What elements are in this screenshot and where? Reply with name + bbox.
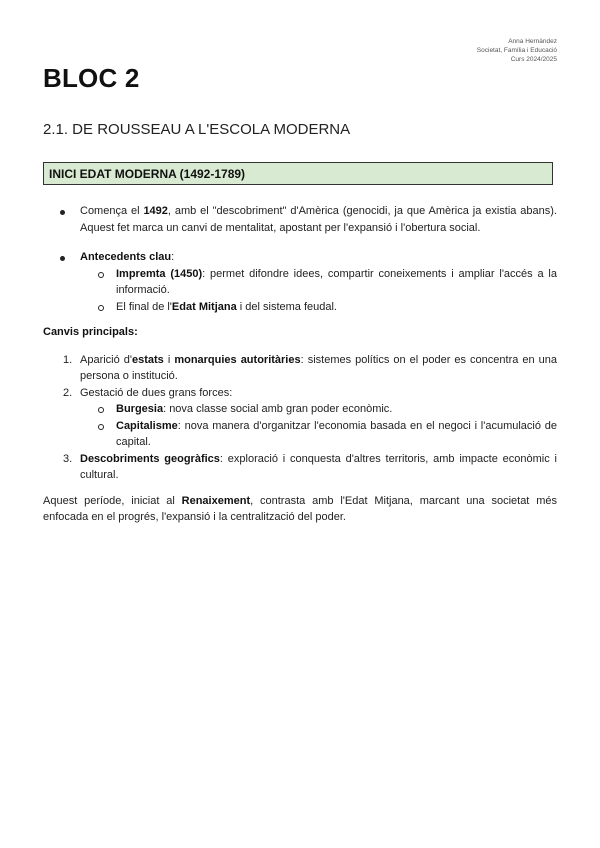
text-run: : permet difondre idees, compartir coneixements i ampliar l'accés a la informació. — [116, 267, 557, 296]
text-run: Aparició d' — [80, 353, 132, 366]
list-item — [43, 203, 557, 236]
sub-list-item — [80, 266, 557, 299]
sub-list — [80, 266, 557, 316]
sub-list-item — [80, 299, 557, 316]
text-run: i del sistema feudal. — [236, 300, 337, 313]
sub-list — [80, 401, 557, 451]
sub-list-item — [80, 401, 557, 418]
circle-bullet-icon — [98, 305, 104, 311]
bullet-icon — [60, 256, 65, 261]
bold-run: 1492 — [143, 205, 168, 217]
circle-bullet-icon — [98, 272, 104, 278]
item-number: 2. — [63, 386, 73, 399]
document-body — [43, 203, 557, 526]
bold-run: Burgesia — [116, 403, 164, 415]
bold-run: Antecedents clau — [80, 251, 172, 263]
text-run: Aquest període, iniciat al — [43, 494, 182, 507]
bold-run: Renaixement — [181, 494, 251, 507]
bullet-icon — [60, 210, 65, 215]
spacer — [43, 341, 557, 352]
period-heading: INICI EDAT MODERNA (1492-1789) — [49, 166, 246, 181]
text-run: : exploració i conquesta d'altres territoris, amb impacte econòmic i cultural. — [80, 452, 557, 481]
bold-run: monarquies autoritàries — [174, 353, 301, 366]
circle-bullet-icon — [98, 407, 104, 413]
text-run: : nova classe social amb gran poder econòmic. — [163, 403, 393, 415]
section-title: 2.1. DE ROUSSEAU A L'ESCOLA MODERNA — [43, 121, 351, 138]
text-run: : nova manera d'organitzar l'economia basada en el negoci i l'acumulació de capital. — [116, 419, 557, 448]
bold-run: estats — [132, 353, 164, 366]
spacer — [43, 315, 557, 324]
bold-run: Canvis principals: — [43, 326, 138, 338]
canvis-label — [43, 324, 557, 341]
text-run: Gestació de dues grans forces: — [80, 386, 233, 399]
text-run: , contrasta amb l'Edat Mitjana, marcant una societat més enfocada en el progrés, l'expansió i la centralització del poder. — [43, 494, 557, 523]
text-run: Comença el — [80, 205, 144, 217]
spacer — [43, 484, 557, 493]
bold-run: Edat Mitjana — [171, 300, 237, 313]
numbered-item — [43, 385, 557, 451]
item-number: 1. — [63, 353, 73, 366]
closing-paragraph — [43, 493, 557, 526]
sub-list-item — [80, 418, 557, 451]
header-subject: Societat, Família i Educació — [476, 47, 557, 54]
bold-run: Descobriments geogràfics — [80, 452, 220, 465]
circle-bullet-icon — [98, 424, 104, 430]
bloc-title: BLOC 2 — [43, 63, 140, 93]
list-item — [43, 249, 557, 315]
text-run: : sistemes polítics on el poder es concentra en una persona o institució. — [80, 353, 558, 382]
text-run: , amb el "descobriment" d'Amèrica (genocidi, ja que Amèrica ja existia abans). Aquest fet marca un canvi de mentalitat, apostant per l'expansió i l'obertura social. — [80, 205, 557, 234]
header-course: Curs 2024/2025 — [510, 56, 557, 63]
intro-list — [43, 203, 557, 236]
bold-run: Capitalisme — [116, 419, 178, 432]
page-header — [477, 37, 557, 64]
period-heading-box — [43, 162, 553, 185]
bold-run: Impremta (1450) — [116, 267, 203, 280]
canvis-list — [43, 352, 557, 484]
text-run: El final de l' — [116, 300, 172, 313]
antecedents-list — [43, 249, 557, 315]
header-author: Anna Hernàndez — [508, 38, 557, 45]
item-number: 3. — [63, 452, 73, 465]
text-run: i — [163, 353, 175, 366]
numbered-item — [43, 451, 557, 484]
spacer — [43, 236, 557, 249]
numbered-item — [43, 352, 557, 385]
text-run: : — [171, 251, 175, 263]
